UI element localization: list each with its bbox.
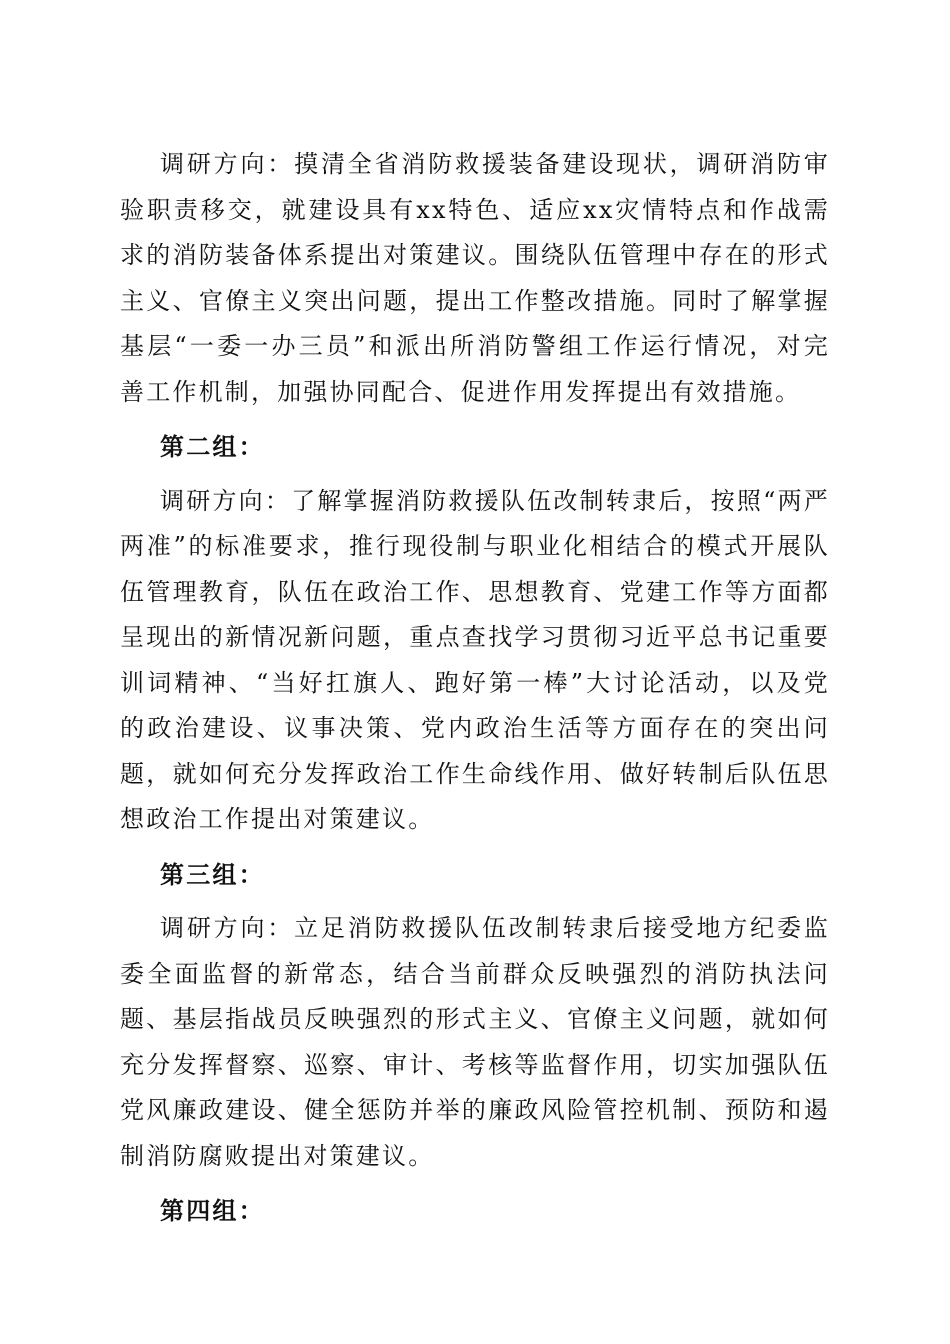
document-body — [120, 142, 830, 1234]
research-direction-paragraph-group-3: 调研方向：立足消防救援队伍改制转隶后接受地方纪委监委全面监督的新常态，结合当前群众反映强烈的消防执法问题、基层指战员反映强烈的形式主义、官僚主义问题，就如何充分发挥督察、巡察、审计、考核等监督作用，切实加强队伍党风廉政建设、健全惩防并举的廉政风险管控机制、预防和遏制消防腐败提出对策建议。 — [120, 914, 830, 1170]
group-2-heading: 第二组： — [160, 432, 265, 461]
research-direction-paragraph-group-1: 调研方向：摸清全省消防救援装备建设现状，调研消防审验职责移交，就建设具有xx特色、适应xx灾情特点和作战需求的消防装备体系提出对策建议。围绕队伍管理中存在的形式主义、官僚主义突出问题，提出工作整改措施。同时了解掌握基层“一委一办三员”和派出所消防警组工作运行情况，对完善工作机制，加强协同配合、促进作用发挥提出有效措施。 — [120, 150, 830, 406]
group-4-heading: 第四组： — [160, 1196, 265, 1225]
group-3-heading: 第三组： — [160, 859, 265, 889]
research-direction-paragraph-group-2: 调研方向：了解掌握消防救援队伍改制转隶后，按照“两严两准”的标准要求，推行现役制与职业化相结合的模式开展队伍管理教育，队伍在政治工作、思想教育、党建工作等方面都呈现出的新情况新问题，重点查找学习贯彻习近平总书记重要训词精神、“当好扛旗人、跑好第一棒”大讨论活动，以及党的政治建设、议事决策、党内政治生活等方面存在的突出问题，就如何充分发挥政治工作生命线作用、做好转制后队伍思想政治工作提出对策建议。 — [120, 486, 830, 833]
